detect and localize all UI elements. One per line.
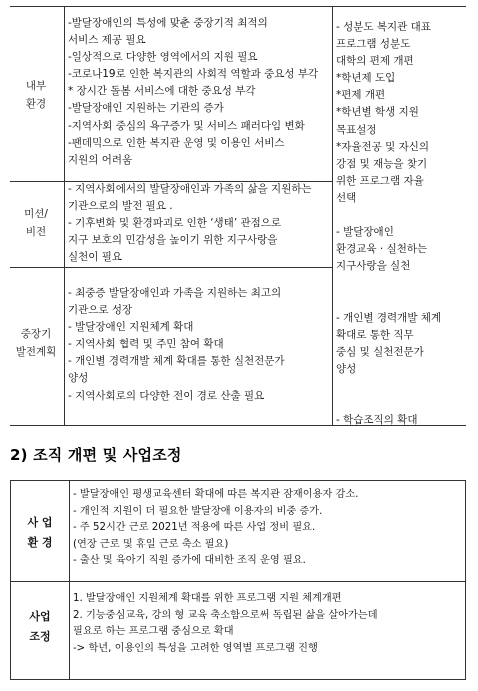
mission-vision-cell: - 지역사회에서의 발달장애인과 가족의 삶을 지원하는 기관으로의 발전 필요 . - 기후변화 및 환경파괴로 인한 ‘생태’ 관점으로 지구 보호의 민감성을 높이기 위한 지구사랑을 실천이 필요 xyxy=(68,183,312,264)
row-label-internal-environment: 내부 환경 xyxy=(25,80,47,110)
strategy-table xyxy=(10,6,466,426)
column-divider xyxy=(332,7,333,425)
long-term-plan-cell: - 최중증 발달장애인과 가족을 지원하는 최고의 기관으로 성장 - 발달장애인 지원체계 확대 - 지역사회 협력 및 주민 참여 확대 - 개인별 경력개발 체계 확대를 통한 실천전문가 양성 - 지역사회로의 다양한 전이 경로 산출 필요 xyxy=(68,287,285,402)
column-divider xyxy=(69,481,70,679)
row-label-business-adjustment: 사업 조정 xyxy=(29,610,51,643)
strategy-right-column: - 성분도 복지관 대표 프로그램 성분도 대학의 편제 개편 *학년제 도입 *편제 개편 *학년별 학생 지원 목표설정 *자율전공 및 자신의 강점 및 재능을 찾기 위한 프로그램 자율 선택 - 발달장애인 환경교육 · 실천하는 지구사랑을 실천 - 개인별 경력개발 체계 확대로 통한 직무 중심 및 실천전문가 양성 - 학습조직의 확대 xyxy=(336,21,442,427)
row-label-mission-vision: 미션/ 비전 xyxy=(24,208,48,238)
internal-environment-cell: -발달장애인의 특성에 맞춘 중장기적 최적의 서비스 제공 필요 -일상적으로 다양한 영역에서의 지원 필요 -코로나19로 인한 복지관의 사회적 역할과 중요성 부각 * 장시간 돌봄 서비스에 대한 중요성 부각 -발달장애인 지원하는 기관의 증가 -지역사회 중심의 욕구증가 및 서비스 패러다임 변화 -팬데믹으로 인한 복지관 운영 및 이용인 서비스 지원의 어려움 xyxy=(68,17,319,166)
column-divider xyxy=(64,7,65,425)
row-divider xyxy=(10,267,332,268)
business-environment-cell: - 발달장애인 평생교육센터 확대에 따른 복지관 잠재이용자 감소. - 개인적 지원이 더 필요한 발달장애 이용자의 비중 증가. - 주 52시간 근로 2021년 적용에 따른 사업 정비 필요. (연장 근로 및 휴일 근로 축소 필요) - 출산 및 육아기 직원 증가에 대비한 조직 운영 필요. xyxy=(73,489,359,567)
row-label-business-environment: 사 업 환 경 xyxy=(27,516,53,549)
business-adjustment-cell: 1. 발달장애인 지원체계 확대를 위한 프로그램 지원 체계개편 2. 기능중심교육, 강의 형 교육 축소함으로써 독립된 삶을 살아가는데 필요로 하는 프로그램 중심으로 확대 -> 학년, 이용인의 특성을 고려한 영역별 프로그램 진행 xyxy=(73,593,378,654)
org-table xyxy=(10,480,466,680)
row-divider xyxy=(11,581,465,582)
row-label-long-term-plan: 중장기 발전계획 xyxy=(15,328,57,358)
section-heading: 2) 조직 개편 및 사업조정 xyxy=(10,446,182,464)
